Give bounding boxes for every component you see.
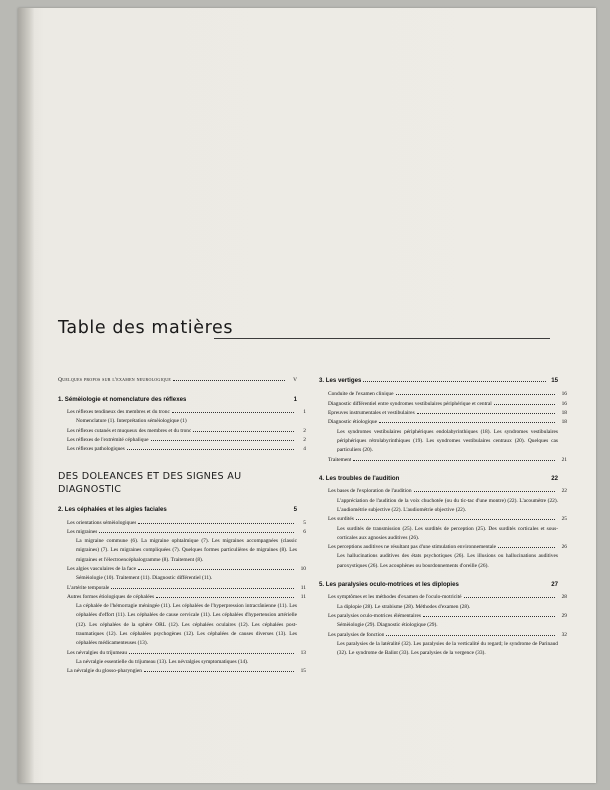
toc-entry-label: Les réflexes cutanés et muqueux des membres et du tronc — [67, 427, 192, 434]
toc-entry[interactable] — [319, 409, 567, 418]
chapter-spacer — [363, 381, 546, 382]
page-surface — [18, 8, 596, 783]
toc-chapter-label: 3. Les vertiges — [319, 376, 361, 386]
toc-entry-page: 13 — [300, 649, 306, 656]
toc-entry-label: Epreuves instrumentales et vestibulaires — [328, 410, 415, 417]
toc-chapter-3[interactable] — [319, 376, 558, 386]
toc-chapter-page: 27 — [551, 580, 558, 588]
toc-entry-page: 1 — [303, 409, 306, 416]
dot-leader — [127, 449, 294, 450]
toc-chapter-5[interactable] — [319, 580, 558, 590]
dot-leader — [498, 547, 555, 548]
toc-entry-page: 6 — [303, 528, 306, 535]
toc-entry-label: Diagnostic différentiel entre syndromes vestibulaires périphérique et central — [328, 400, 492, 407]
dot-leader — [111, 588, 294, 589]
dot-leader — [353, 460, 555, 461]
toc-subentry-list: Les hallucinations auditives des états psychotiques (26). Les illusions ou hallucinations auditives paroxystiques (26). Les acouphènes ou bourdonnements d'oreille (26). — [337, 553, 558, 569]
dot-leader — [356, 519, 555, 520]
toc-entry-page: 11 — [300, 584, 306, 591]
toc-entry-label: Quelques propos sur l'examen neurologique — [58, 377, 172, 383]
dot-leader — [379, 422, 555, 423]
toc-entry-label: Les bases de l'exploration de l'audition — [328, 488, 412, 495]
toc-entry-page: 29 — [561, 613, 567, 620]
toc-chapter-page: 1 — [293, 395, 297, 403]
toc-subentry-list: La diplopie (28). Le strabisme (28). Méthodes d'examen (28). — [337, 603, 471, 610]
toc-entry[interactable] — [58, 445, 306, 454]
toc-entry[interactable] — [58, 408, 306, 417]
toc-subentry-list: La névralgie essentielle du trijumeau (13). Les névralgies symptomatiques (14). — [76, 658, 249, 665]
toc-entry[interactable] — [58, 528, 306, 537]
dot-leader — [494, 404, 555, 405]
toc-chapter-label: 2. Les céphalées et les algies faciales — [58, 505, 167, 515]
toc-entry-label: Les algies vasculaires de la face — [67, 565, 136, 572]
toc-entry-label: Les symptômes et les méthodes d'examen de l'oculo-motricité — [328, 594, 462, 601]
book-spine — [18, 8, 34, 783]
toc-columns — [58, 376, 567, 677]
toc-entry-label: L'artérite temporale — [67, 584, 110, 591]
dot-leader — [173, 380, 285, 381]
toc-entry-page: 16 — [561, 400, 567, 407]
toc-chapter-label: 4. Les troubles de l'audition — [319, 474, 399, 484]
toc-entry[interactable] — [319, 456, 567, 465]
toc-chapter-1[interactable] — [58, 395, 297, 405]
toc-entry-page: 4 — [303, 446, 306, 453]
toc-entry-label: Conduite de l'examen clinique — [328, 391, 394, 398]
toc-entry[interactable] — [319, 593, 567, 602]
toc-entry[interactable] — [58, 649, 306, 658]
toc-subentry-list: Les surdités de transmission (25). Les surdités de perception (25). Des surdités corticales et sous-corticales aux agnosies auditives (26). — [337, 525, 558, 541]
toc-entry-page: 10 — [300, 565, 306, 572]
toc-subentry-list: Les syndromes vestibulaires périphériques endolabyrinthiques (18). Les syndromes vestibulaires périphériques rétrolabyrinthiques (19). Les syndromes vestibulaires centraux (20). Quelques cas particuliers (20). — [337, 428, 558, 454]
dot-leader — [396, 394, 556, 395]
toc-subentry-list: Les paralysies de la latéralité (32). Les paralysies de la verticalité du regard; le syndrome de Parinaud (32). Le syndrome de Balint (33). Les paralysies de la vergence (33). — [337, 640, 558, 657]
toc-entry-page: 21 — [561, 456, 567, 463]
toc-subentry-list: Sémèiologie (29). Diagnostic étiologique (29). — [337, 622, 438, 629]
toc-entry-label: Les réflexes tendineux des membres et du tronc — [67, 409, 170, 416]
toc-entry-label: Les surdités — [328, 516, 354, 523]
dot-leader — [386, 635, 555, 636]
toc-entry[interactable] — [58, 436, 306, 445]
toc-subentry-list: L'appréciation de l'audition de la voix chuchotée (ou du tic-tac d'une montre) (22). L'acoumètre (22). L'audiométrie subjective (22). L'audiométrie objective (22). — [337, 497, 558, 513]
page-title: Table des matières — [58, 318, 234, 338]
toc-chapter-2[interactable] — [58, 505, 297, 515]
book-page — [18, 8, 596, 783]
toc-entry-page: 32 — [561, 631, 567, 638]
toc-chapter-page: 22 — [551, 474, 558, 482]
dot-leader — [138, 569, 294, 570]
toc-entry-label: Les orientations sémèiologiques — [67, 519, 137, 526]
toc-entry[interactable] — [319, 390, 567, 399]
toc-entry[interactable] — [319, 400, 567, 409]
toc-chapter-label: 5. Les paralysies oculo-motrices et les diplopies — [319, 580, 459, 590]
toc-entry-page: V — [293, 377, 297, 383]
toc-entry-page: 15 — [300, 668, 306, 675]
toc-subentry-list: Nomenclature (1). Interprétation sémèiologique (1) — [76, 418, 187, 425]
dot-leader — [172, 412, 294, 413]
dot-leader — [99, 532, 294, 533]
toc-entry[interactable] — [319, 631, 567, 640]
toc-entry[interactable] — [319, 515, 567, 524]
toc-entry[interactable] — [58, 519, 306, 528]
dot-leader — [417, 413, 555, 414]
toc-entry[interactable] — [58, 427, 306, 436]
toc-entry-front-matter[interactable] — [58, 376, 297, 386]
dot-leader — [156, 597, 294, 598]
toc-chapter-label: 1. Sémèiologie et nomenclature des réflexes — [58, 395, 186, 405]
toc-subentry-list: Sémèiologie (10). Traitement (11). Diagnostic différentiel (11). — [76, 575, 213, 582]
toc-entry-page: 18 — [561, 419, 567, 426]
toc-chapter-4[interactable] — [319, 474, 558, 484]
toc-entry-label: Les réflexes de l'extrémité céphalique — [67, 436, 149, 443]
toc-entry-label: Autres formes étiologiques de céphalées — [67, 593, 155, 600]
toc-entry-page: 2 — [303, 436, 306, 443]
toc-entry-label: La névralgie du glosso-pharyngien — [67, 668, 142, 675]
toc-part-title: DES DOLEANCES ET DES SIGNES AU DIAGNOSTIC — [58, 470, 242, 495]
toc-entry[interactable] — [58, 584, 306, 593]
toc-entry-page: 22 — [561, 488, 567, 495]
title-rule — [214, 338, 550, 339]
dot-leader — [129, 653, 294, 654]
dot-leader — [144, 671, 294, 672]
toc-entry-page: 18 — [561, 410, 567, 417]
toc-entry-page: 5 — [303, 519, 306, 526]
toc-subentry-list: La migraine commune (6). La migraine ophtalmique (7). Les migraines accompagnées (classic migraines) (7). Les migraines compliquées (7). Quelques formes particulières de migraines (8). Les migraines et l'électroencéphalogramme (8). Traitement (8). — [76, 538, 297, 563]
toc-entry[interactable] — [58, 565, 306, 574]
toc-entry-page: 2 — [303, 427, 306, 434]
dot-leader — [151, 440, 295, 441]
toc-entry[interactable] — [319, 543, 567, 552]
toc-entry-label: Les réflexes pathologiques — [67, 446, 125, 453]
toc-chapter-page: 15 — [551, 377, 558, 384]
toc-left-column — [58, 376, 306, 677]
toc-entry-label: Les paralysies oculo-motrices élémentaires — [328, 613, 421, 620]
toc-right-column — [319, 376, 567, 677]
toc-entry-label: Les perceptions auditives ne résultant pas d'une stimulation environnementale — [328, 544, 497, 551]
toc-entry[interactable] — [58, 667, 306, 676]
toc-entry[interactable] — [319, 612, 567, 621]
toc-entry[interactable] — [319, 487, 567, 496]
dot-leader — [423, 616, 555, 617]
toc-entry-page: 28 — [561, 594, 567, 601]
toc-entry-label: Les névralgies du trijumeau — [67, 649, 128, 656]
dot-leader — [464, 597, 555, 598]
toc-entry-label: Les migraines — [67, 528, 98, 535]
toc-entry-page: 16 — [561, 391, 567, 398]
toc-entry[interactable] — [319, 418, 567, 427]
toc-entry-label: Traitement — [328, 456, 352, 463]
toc-chapter-page: 5 — [293, 506, 297, 514]
toc-entry-label: Les paralysies de fonction — [328, 631, 385, 638]
toc-subentry-list: La céphalée de l'hémorragie méningée (11). Les céphalées de l'hyperpression intracrânienne (11). Les céphalées d'effort (11). Les céphalées de cause cervicale (11). Les céphalées d'hypertension artérielle (12). Les céphalées de la sphère ORL (12). Les céphalées oculaires (12). Les céphalées post-traumatiques (12). Les céphalées psychogènes (12). Les céphalées de causes diverses (13). Les céphalées médicamenteuses (13). — [76, 603, 297, 647]
toc-entry-page: 25 — [561, 516, 567, 523]
toc-entry[interactable] — [58, 593, 306, 602]
dot-leader — [138, 523, 294, 524]
toc-entry-page: 11 — [300, 593, 306, 600]
dot-leader — [193, 431, 294, 432]
dot-leader — [414, 491, 555, 492]
toc-entry-page: 26 — [561, 544, 567, 551]
toc-entry-label: Diagnostic étiologique — [328, 419, 377, 426]
